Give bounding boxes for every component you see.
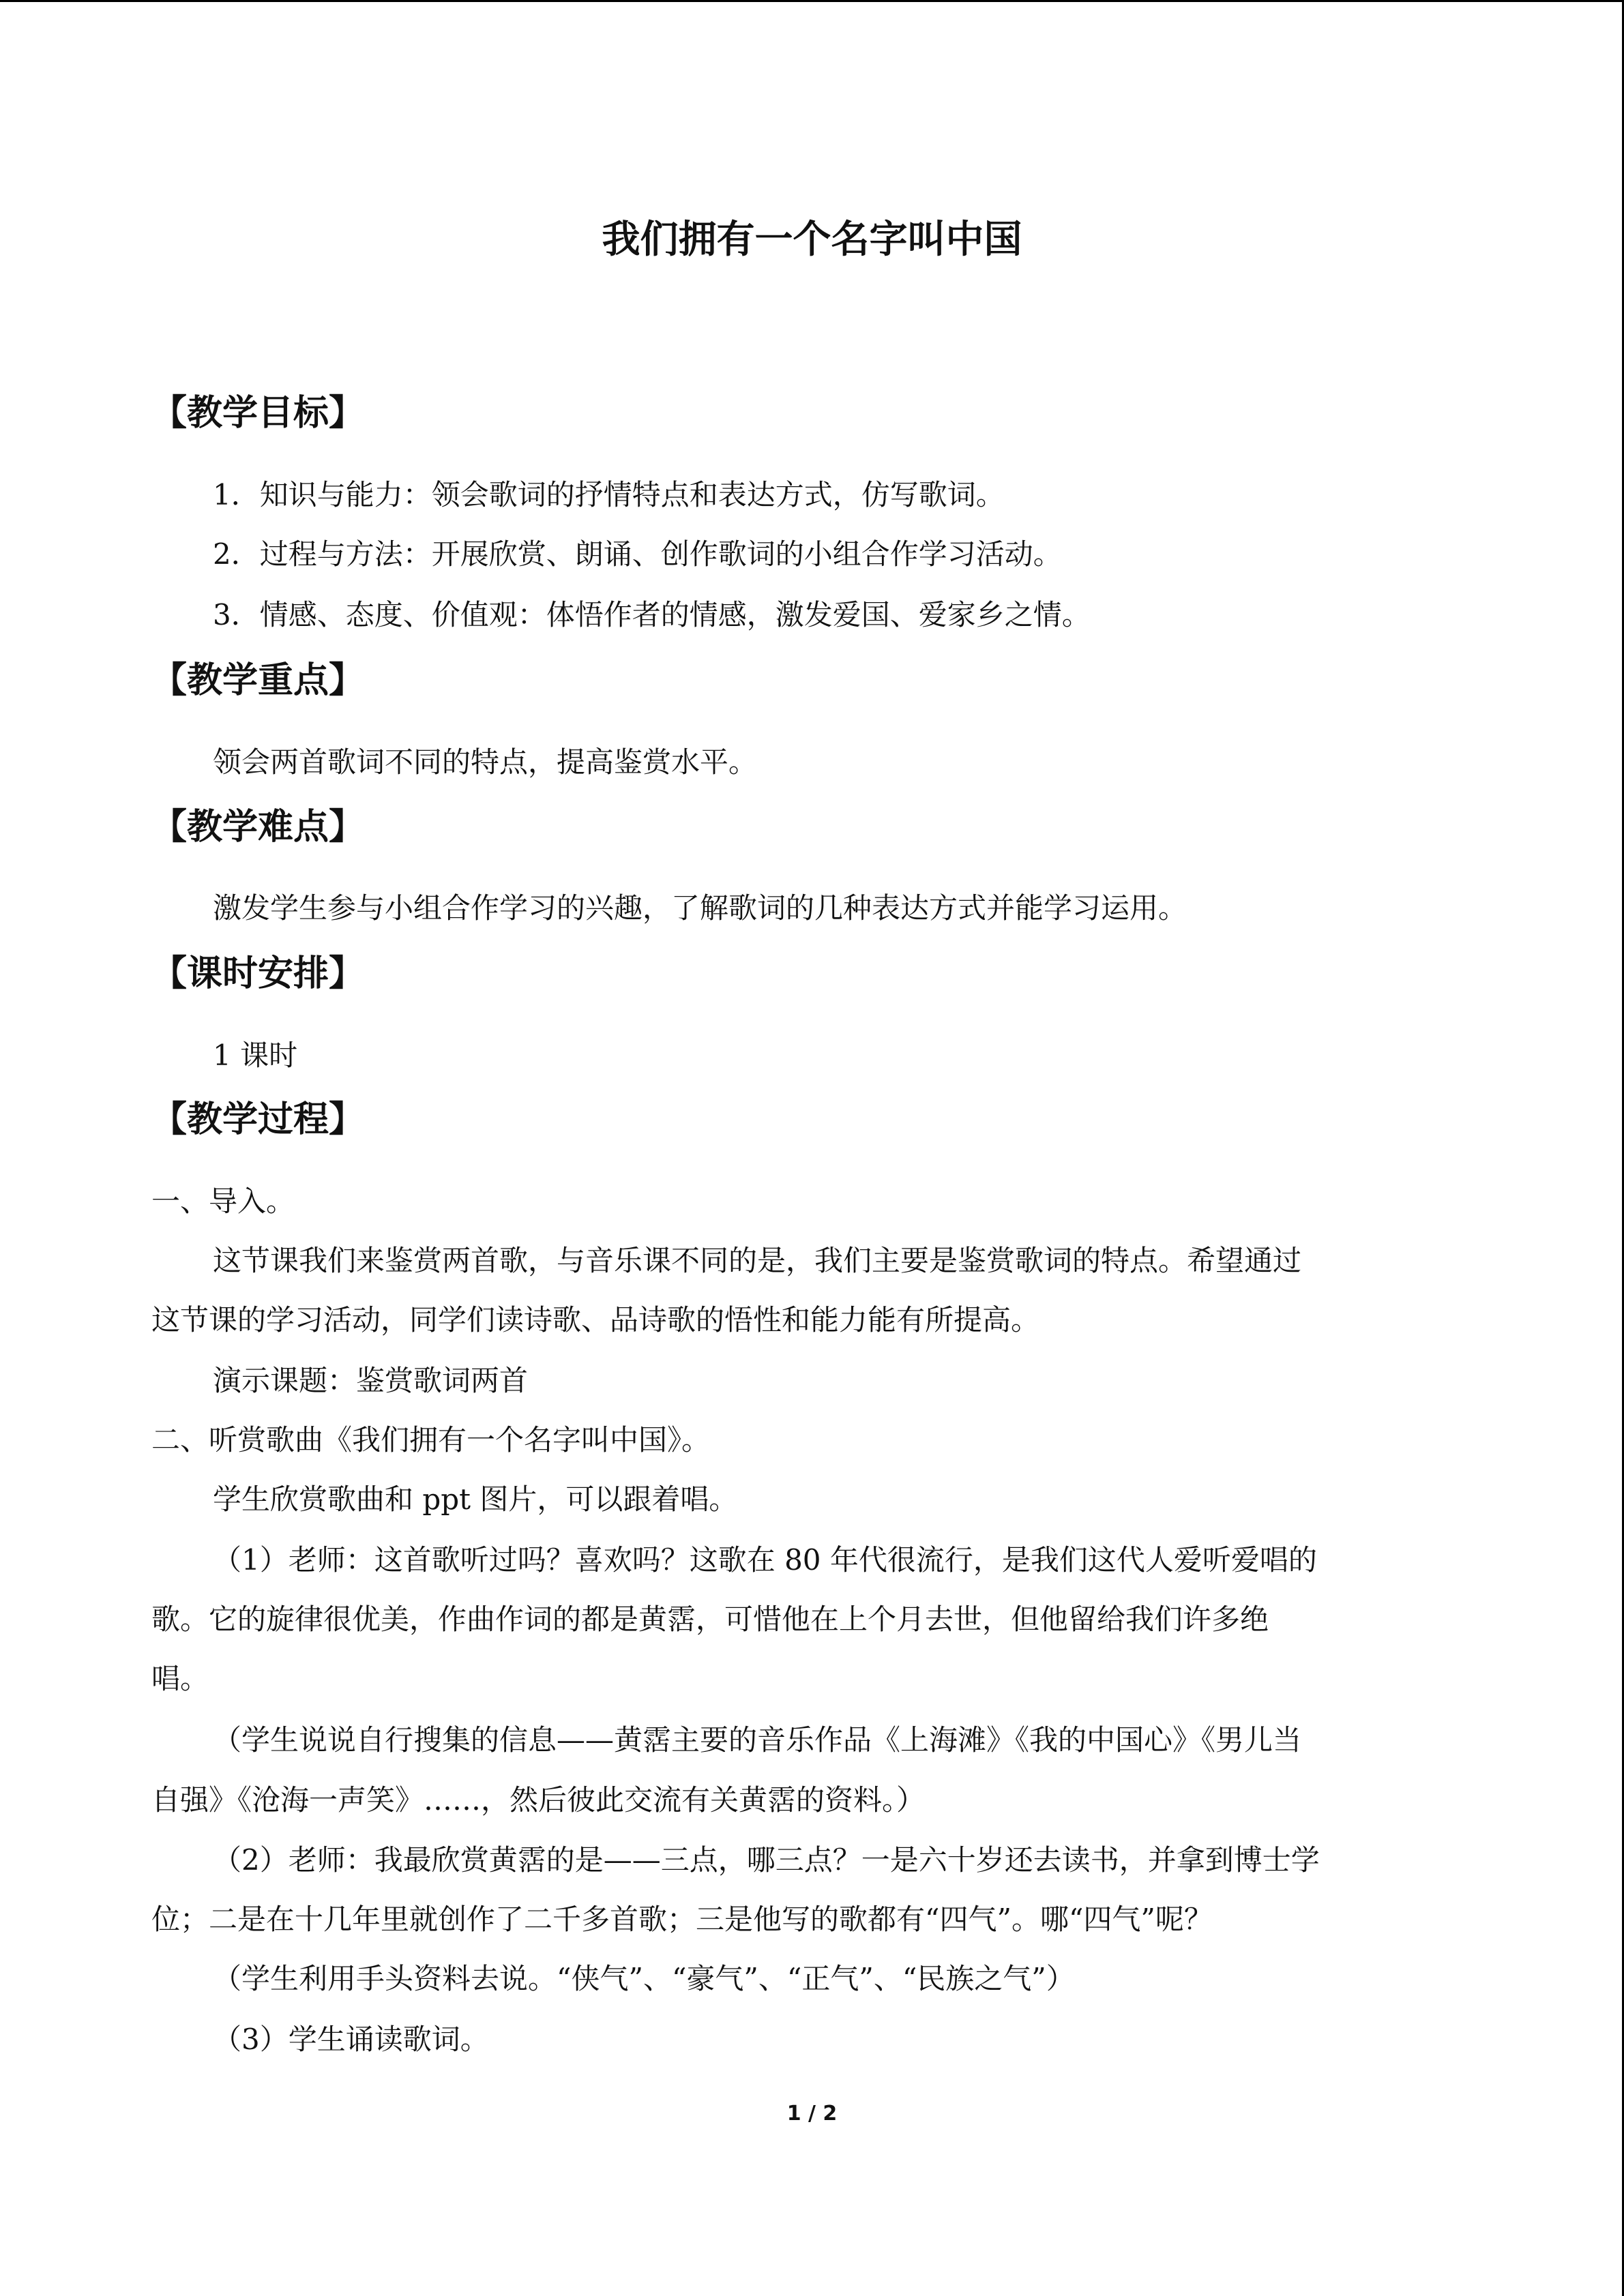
process-line: 自强》《沧海一声笑》……，然后彼此交流有关黄霑的资料。） xyxy=(151,1783,926,1817)
process-line: （2）老师：我最欣赏黄霑的是——三点，哪三点？一是六十岁还去读书，并拿到博士学 xyxy=(213,1843,1320,1877)
page-border-top xyxy=(0,0,1624,2)
process-line: 唱。 xyxy=(151,1662,209,1695)
section-heading-goals: 【教学目标】 xyxy=(151,393,365,434)
goal-item-1: 1．知识与能力：领会歌词的抒情特点和表达方式，仿写歌词。 xyxy=(213,478,1005,511)
process-line: （1）老师：这首歌听过吗？喜欢吗？这歌在 80 年代很流行，是我们这代人爱听爱唱的 xyxy=(213,1543,1317,1577)
section-heading-key-points: 【教学重点】 xyxy=(151,660,365,701)
difficulties-text: 激发学生参与小组合作学习的兴趣，了解歌词的几种表达方式并能学习运用。 xyxy=(213,891,1187,925)
process-line: 歌。它的旋律很优美，作曲作词的都是黄霑，可惜他在上个月去世，但他留给我们许多绝 xyxy=(151,1602,1269,1636)
page-number: 1 / 2 xyxy=(786,2102,838,2126)
document-title: 我们拥有一个名字叫中国 xyxy=(602,218,1022,262)
section-heading-process: 【教学过程】 xyxy=(151,1099,365,1140)
process-line: 二、听赏歌曲《我们拥有一个名字叫中国》。 xyxy=(151,1423,711,1457)
process-line: 一、导入。 xyxy=(151,1184,295,1218)
schedule-text: 1 课时 xyxy=(213,1039,298,1072)
process-line: 学生欣赏歌曲和 ppt 图片，可以跟着唱。 xyxy=(213,1482,738,1516)
process-line: （3）学生诵读歌词。 xyxy=(213,2023,489,2056)
process-line: （学生说说自行搜集的信息——黄霑主要的音乐作品《上海滩》《我的中国心》《男儿当 xyxy=(213,1723,1302,1757)
process-line: 位；二是在十几年里就创作了二千多首歌；三是他写的歌都有“四气”。哪“四气”呢？ xyxy=(151,1903,1213,1936)
process-line: 这节课我们来鉴赏两首歌，与音乐课不同的是，我们主要是鉴赏歌词的特点。希望通过 xyxy=(213,1244,1302,1277)
goal-item-3: 3．情感、态度、价值观：体悟作者的情感，激发爱国、爱家乡之情。 xyxy=(213,598,1091,631)
goal-item-2: 2．过程与方法：开展欣赏、朗诵、创作歌词的小组合作学习活动。 xyxy=(213,537,1062,571)
section-heading-schedule: 【课时安排】 xyxy=(151,953,365,994)
process-line: 演示课题：鉴赏歌词两首 xyxy=(213,1364,529,1397)
section-heading-difficulties: 【教学难点】 xyxy=(151,807,365,848)
key-points-text: 领会两首歌词不同的特点，提高鉴赏水平。 xyxy=(213,745,758,779)
process-line: （学生利用手头资料去说。“侠气”、“豪气”、“正气”、“民族之气”） xyxy=(213,1962,1075,1995)
process-line: 这节课的学习活动，同学们读诗歌、品诗歌的悟性和能力能有所提高。 xyxy=(151,1303,1040,1337)
